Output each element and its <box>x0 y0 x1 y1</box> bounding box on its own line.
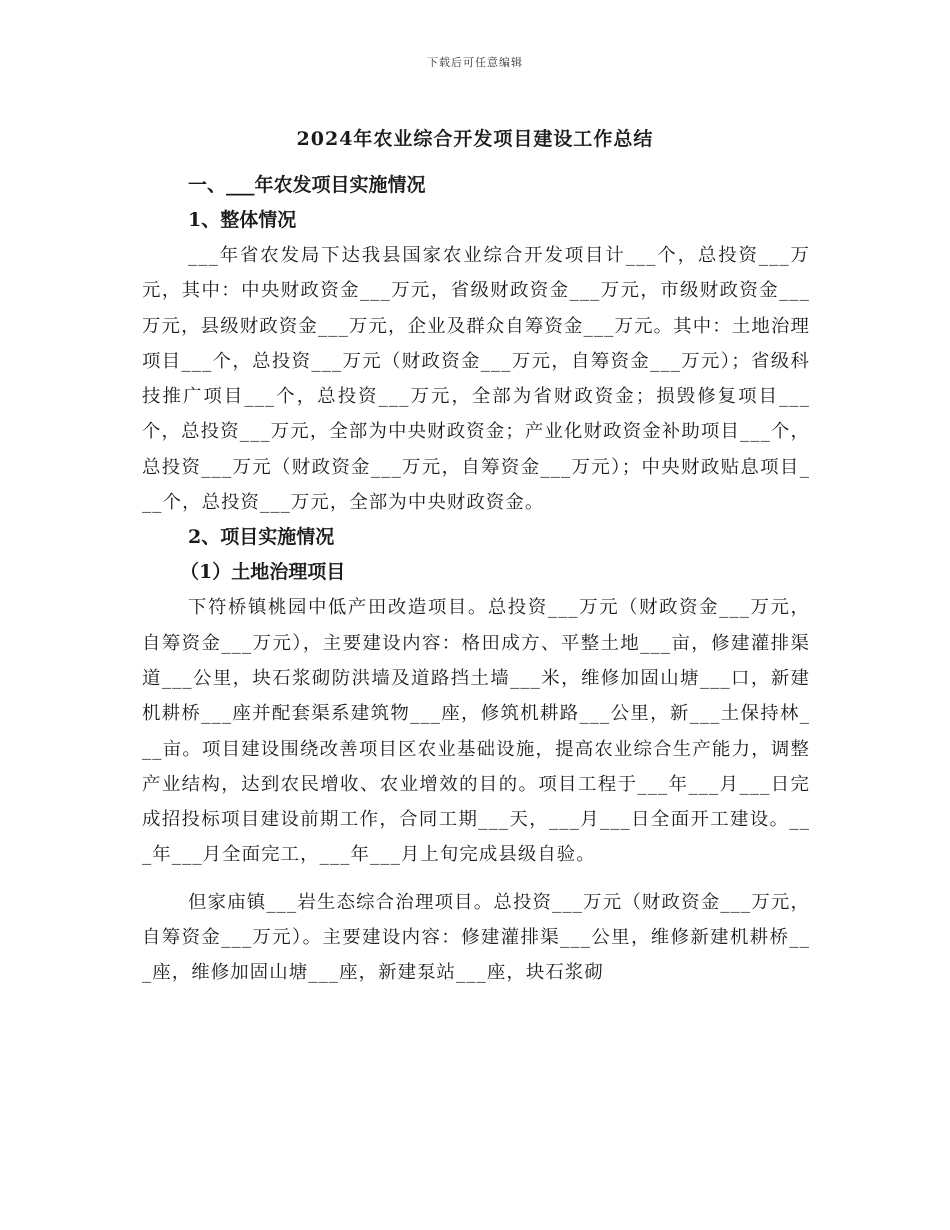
paragraph-danjiamiao-project: 但家庙镇___岩生态综合治理项目。总投资___万元（财政资金___万元，自筹资金___万元）。主要建设内容：修建灌排渠___公里，维修新建机耕桥___座，维修加固山塘___座，新建泵站___座，块石浆砌 <box>142 891 810 984</box>
subsection-heading-implementation: 2、项目实施情况 <box>188 526 335 549</box>
section-heading-1: 一、___年农发项目实施情况 <box>188 174 426 196</box>
paragraph-xiafuqiao-project: 下符桥镇桃园中低产田改造项目。总投资___万元（财政资金___万元，自筹资金___万元），主要建设内容：格田成方、平整土地___亩，修建灌排渠道___公里，块石浆砌防洪墙及道路挡土墙___米，维修加固山塘___口，新建机耕桥___座并配套渠系建筑物___座，修筑机耕路___公里，新___土保持林___亩。项目建设围绕改善项目区农业基础设施，提高农业综合生产能力，调整产业结构，达到农民增收、农业增效的目的。项目工程于___年___月___日完成招投标项目建设前期工作，合同工期___天，___月___日全面开工建设。___年___月全面完工，___年___月上旬完成县级自验。 <box>142 597 810 866</box>
paragraph-gap <box>142 873 810 885</box>
document-body <box>142 168 810 991</box>
subsection-heading-overall: 1、整体情况 <box>188 209 297 231</box>
subsection-heading-land: （1）土地治理项目 <box>180 561 346 584</box>
paragraph-overall: ___年省农发局下达我县国家农业综合开发项目计___个，总投资___万元，其中：中央财政资金___万元，省级财政资金___万元，市级财政资金___万元，县级财政资金___万元，企业及群众自筹资金___万元。其中：土地治理项目___个，总投资___万元（财政资金___万元，自筹资金___万元）；省级科技推广项目___个，总投资___万元，全部为省财政资金；损毁修复项目___个，总投资___万元，全部为中央财政资金；产业化财政资金补助项目___个，总投资___万元（财政资金___万元，自筹资金___万元）；中央财政贴息项目___个，总投资___万元，全部为中央财政资金。 <box>142 245 810 514</box>
document-title: 2024年农业综合开发项目建设工作总结 <box>296 128 654 150</box>
header-note: 下载后可任意编辑 <box>427 56 523 69</box>
